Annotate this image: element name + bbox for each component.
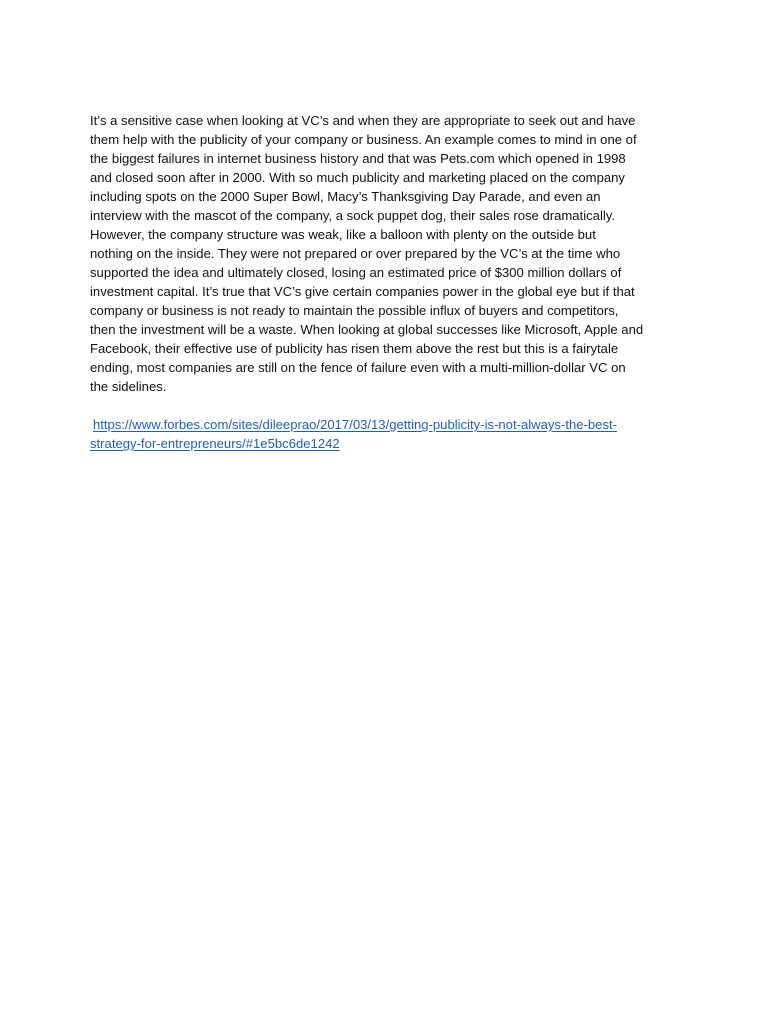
paragraph-line: the biggest failures in internet business history and that was Pets.com which opened in 1998 [90,151,626,166]
paragraph-line: company or business is not ready to maintain the possible influx of buyers and competitors, [90,303,619,318]
paragraph-line: Facebook, their effective use of publicity has risen them above the rest but this is a fairytale [90,341,619,356]
paragraph-line: investment capital. It’s true that VC’s give certain companies power in the global eye but if that [90,284,635,299]
link-line[interactable]: strategy-for-entrepreneurs/#1e5bc6de1242 [90,436,340,451]
paragraph-line: them help with the publicity of your company or business. An example comes to mind in one of [90,132,637,147]
source-link[interactable] [90,415,682,453]
main-paragraph [90,111,682,396]
paragraph-line: including spots on the 2000 Super Bowl, Macy’s Thanksgiving Day Parade, and even an [90,189,601,204]
paragraph-line: and closed soon after in 2000. With so much publicity and marketing placed on the company [90,170,625,185]
paragraph-line: then the investment will be a waste. When looking at global successes like Microsoft, Apple and [90,322,644,337]
paragraph-line: supported the idea and ultimately closed, losing an estimated price of $300 million dollars of [90,265,622,280]
paragraph-line: However, the company structure was weak, like a balloon with plenty on the outside but [90,227,596,242]
paragraph-line: the sidelines. [90,379,167,394]
paragraph-line: It’s a sensitive case when looking at VC’s and when they are appropriate to seek out and have [90,113,636,128]
paragraph-line: ending, most companies are still on the fence of failure even with a multi-million-dollar VC on [90,360,626,375]
paragraph-line: nothing on the inside. They were not prepared or over prepared by the VC’s at the time who [90,246,621,261]
document-body [90,111,682,453]
link-line[interactable]: https://www.forbes.com/sites/dileeprao/2017/03/13/getting-publicity-is-not-always-the-best- [93,417,617,432]
paragraph-line: interview with the mascot of the company, a sock puppet dog, their sales rose dramatically. [90,208,615,223]
paragraph-spacer [90,396,682,415]
